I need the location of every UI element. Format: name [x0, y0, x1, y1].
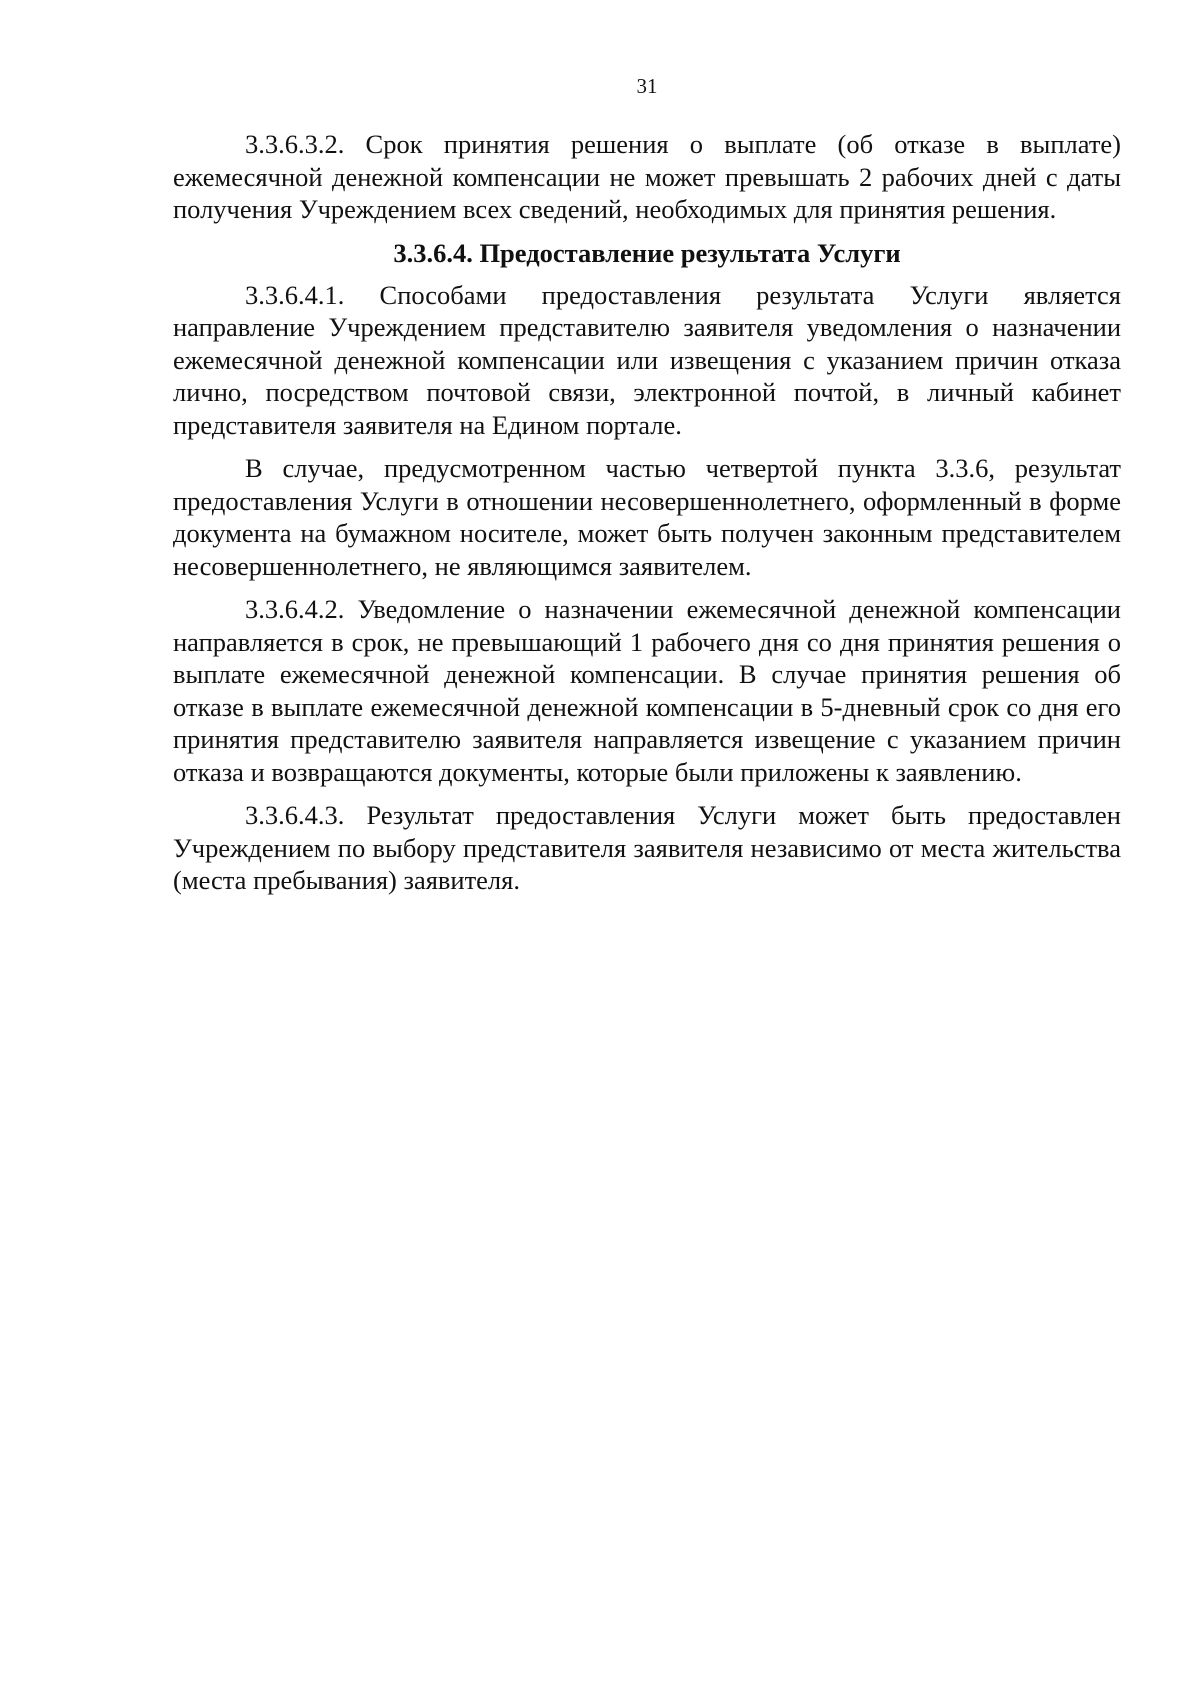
document-body: [173, 128, 1121, 908]
paragraph-minor-result: В случае, предусмотренном частью четвертой пункта 3.3.6, результат предоставления Услуги в отношении несовершеннолетнего, оформленный в форме документа на бумажном носителе, может быть получен законным представителем несовершеннолетнего, не являющимся заявителем.: [173, 453, 1121, 581]
page-number: 31: [636, 74, 658, 98]
paragraph-3-3-6-4-2: 3.3.6.4.2. Уведомление о назначении ежемесячной денежной компенсации направляется в срок, не превышающий 1 рабочего дня со дня принятия решения о выплате ежемесячной денежной компенсации. В случае принятия решения об отказе в выплате ежемесячной денежной компенсации в 5-дневный срок со дня его принятия представителю заявителя направляется извещение с указанием причин отказа и возвращаются документы, которые были приложены к заявлению.: [173, 594, 1121, 787]
paragraph-3-3-6-3-2: 3.3.6.3.2. Срок принятия решения о выплате (об отказе в выплате) ежемесячной денежной компенсации не может превышать 2 рабочих дней с даты получения Учреждением всех сведений, необходимых для принятия решения.: [173, 129, 1121, 224]
paragraph-3-3-6-4-3: 3.3.6.4.3. Результат предоставления Услуги может быть предоставлен Учреждением по выбору представителя заявителя независимо от места жительства (места пребывания) заявителя.: [173, 800, 1121, 895]
paragraph-3-3-6-4-1: 3.3.6.4.1. Способами предоставления результата Услуги является направление Учреждением представителю заявителя уведомления о назначении ежемесячной денежной компенсации или извещения с указанием причин отказа лично, посредством почтовой связи, электронной почтой, в личный кабинет представителя заявителя на Едином портале.: [173, 279, 1121, 440]
document-page: [173, 0, 1121, 1697]
section-heading-3-3-6-4: 3.3.6.4. Предоставление результата Услуги: [393, 237, 901, 268]
